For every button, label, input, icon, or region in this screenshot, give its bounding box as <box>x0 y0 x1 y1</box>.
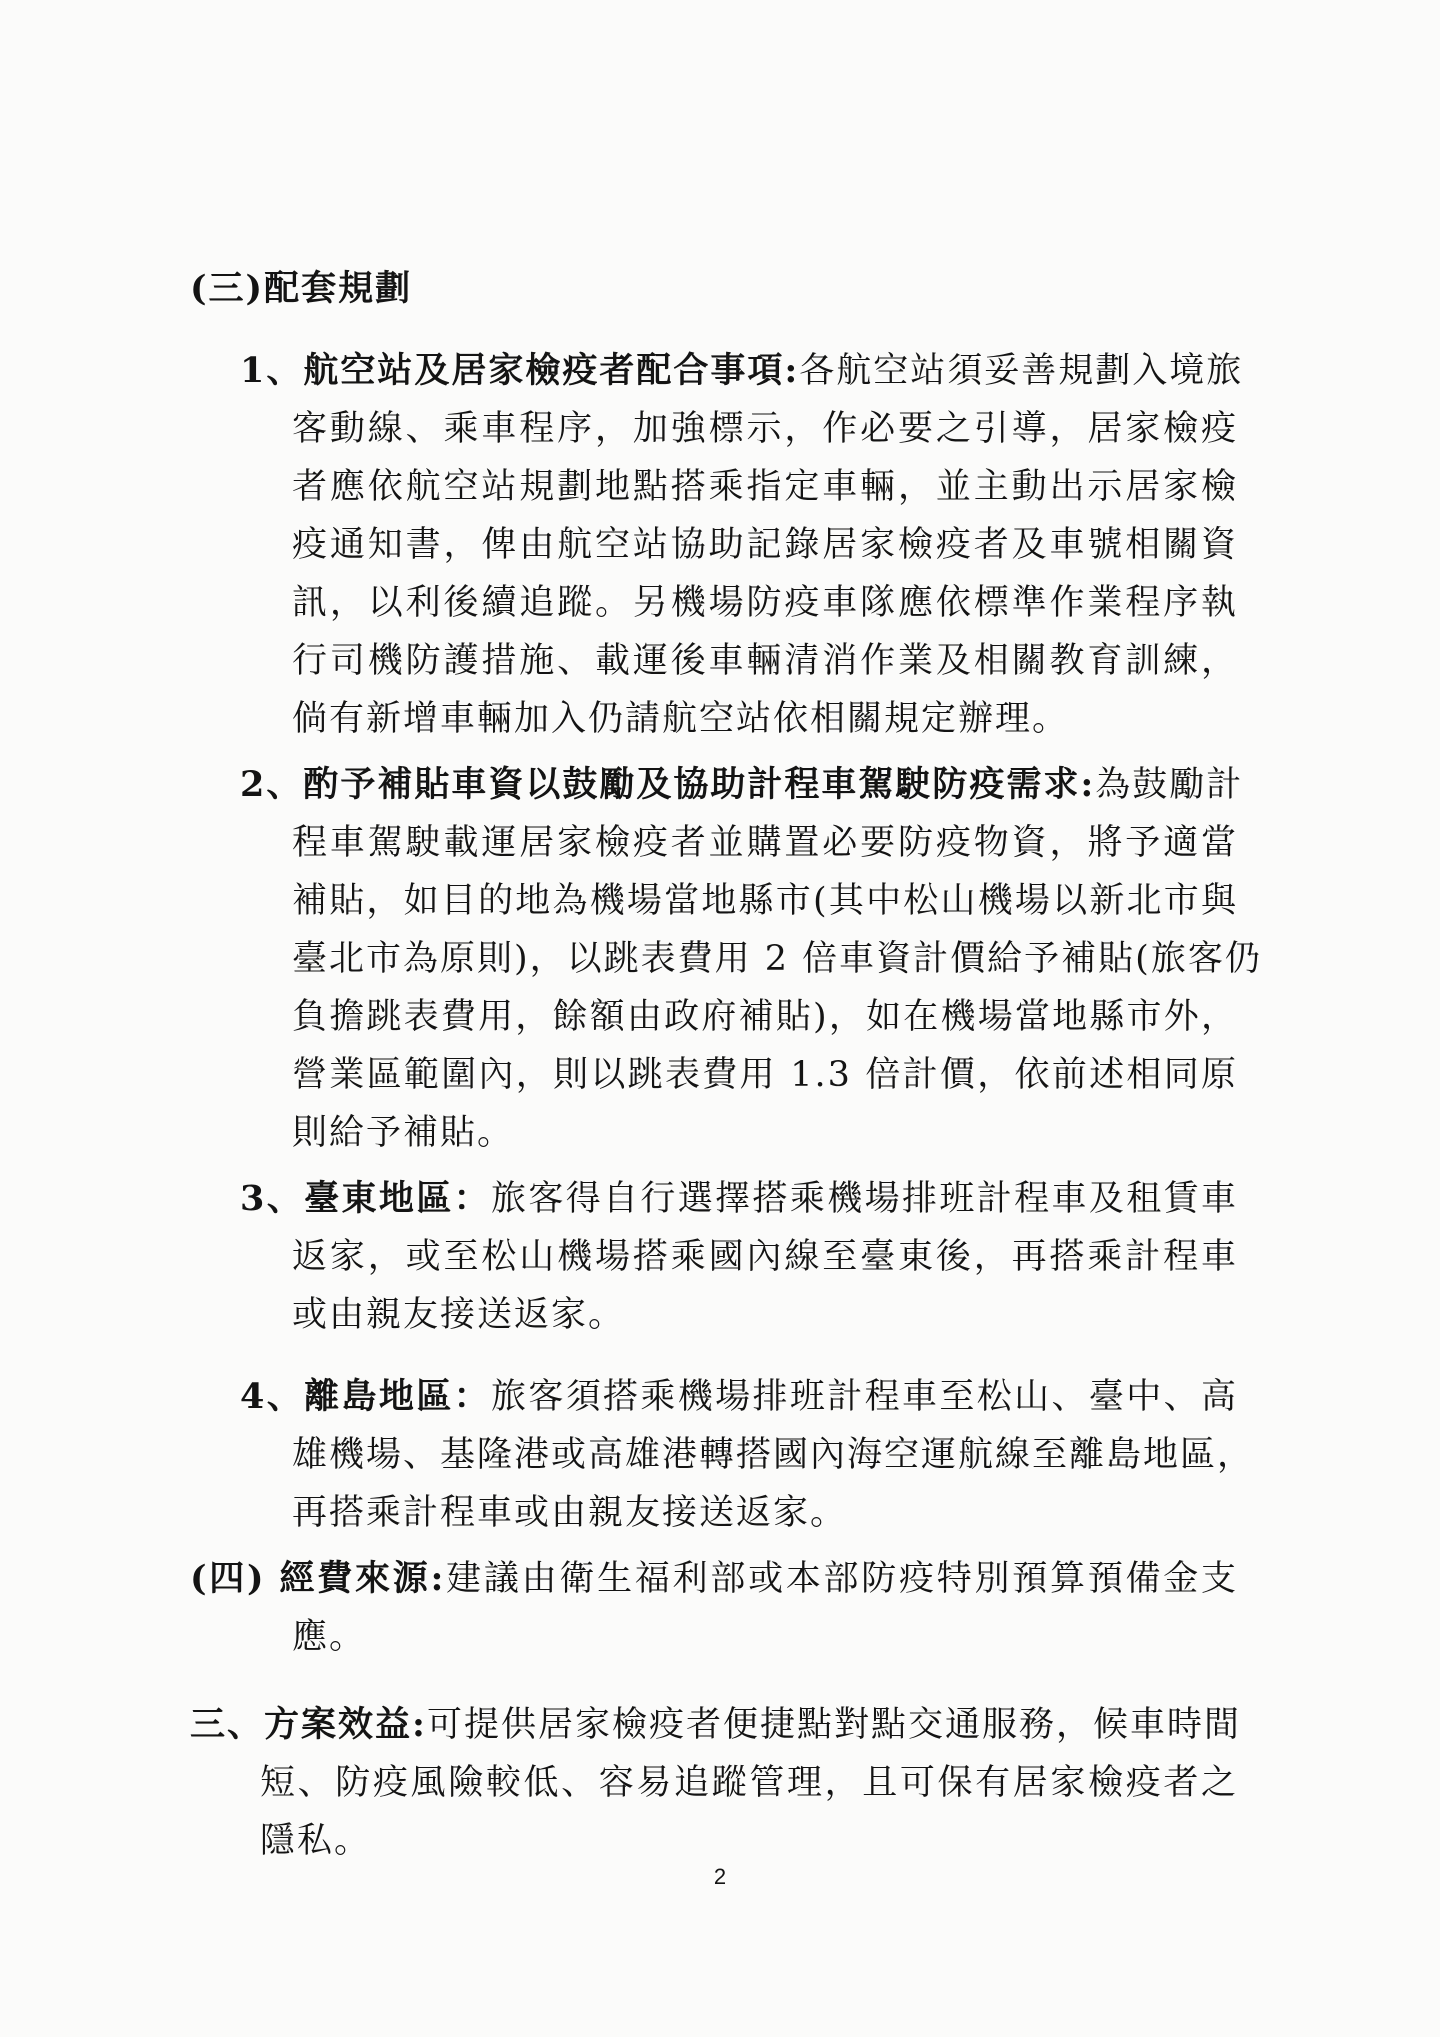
item-2-line: 則給予補貼。 <box>292 1113 515 1153</box>
item-1-line: 疫通知書，俾由航空站協助記錄居家檢疫者及車號相關資 <box>292 525 1238 565</box>
item-4-first-line: 4、離島地區：旅客須搭乘機場排班計程車至松山、臺中、高 <box>240 1376 1238 1417</box>
item-1-line: 訊，以利後續追蹤。另機場防疫車隊應依標準作業程序執 <box>292 583 1238 623</box>
item-4-line: 雄機場、基隆港或高雄港轉搭國內海空運航線至離島地區， <box>292 1435 1255 1475</box>
section-4-first-line: (四) 經費來源:建議由衛生福利部或本部防疫特別預算預備金支 <box>190 1558 1238 1599</box>
item-3-line: 返家，或至松山機場搭乘國內線至臺東後，再搭乘計程車 <box>292 1237 1238 1277</box>
item-3-first-line: 3、臺東地區：旅客得自行選擇搭乘機場排班計程車及租賃車 <box>240 1178 1238 1219</box>
item-3-line: 或由親友接送返家。 <box>292 1295 626 1335</box>
section-heading: (三)配套規劃 <box>190 268 413 309</box>
item-1-line: 客動線、乘車程序，加強標示，作必要之引導，居家檢疫 <box>292 409 1238 449</box>
item-1-title: 航空站及居家檢疫者配合事項: <box>303 350 800 391</box>
item-2-line: 臺北市為原則)，以跳表費用 2 倍車資計價給予補貼(旅客仍 <box>292 939 1262 979</box>
item-3-title: 臺東地區： <box>304 1178 491 1219</box>
item-1-line: 倘有新增車輛加入仍請航空站依相關規定辦理。 <box>292 699 1070 739</box>
item-1-line: 者應依航空站規劃地點搭乘指定車輛，並主動出示居家檢 <box>292 467 1238 507</box>
part-3-title: 方案效益: <box>264 1704 427 1745</box>
item-2-line: 營業區範圍內，則以跳表費用 1.3 倍計價，依前述相同原 <box>292 1055 1238 1095</box>
part-3-line: 短、防疫風險較低、容易追蹤管理，且可保有居家檢疫者之 <box>260 1763 1238 1803</box>
item-4-title: 離島地區： <box>304 1376 491 1417</box>
section-4-title: 經費來源: <box>279 1558 446 1599</box>
part-3-first-line: 三、方案效益:可提供居家檢疫者便捷點對點交通服務，候車時間 <box>190 1704 1241 1745</box>
item-2-line: 負擔跳表費用，餘額由政府補貼)，如在機場當地縣市外， <box>292 997 1238 1037</box>
item-2-line: 程車駕駛載運居家檢疫者並購置必要防疫物資，將予適當 <box>292 823 1238 863</box>
page-number: 2 <box>713 1864 727 1889</box>
section-4-line: 應。 <box>292 1617 367 1657</box>
item-4-line: 再搭乘計程車或由親友接送返家。 <box>292 1493 848 1533</box>
part-3-line: 隱私。 <box>260 1821 372 1861</box>
item-2-first-line: 2、酌予補貼車資以鼓勵及協助計程車駕駛防疫需求:為鼓勵計 <box>240 764 1244 805</box>
item-1-first-line: 1、航空站及居家檢疫者配合事項:各航空站須妥善規劃入境旅 <box>240 350 1244 391</box>
item-1-line: 行司機防護措施、載運後車輛清消作業及相關教育訓練， <box>292 641 1238 681</box>
item-2-title: 酌予補貼車資以鼓勵及協助計程車駕駛防疫需求: <box>303 764 1096 805</box>
item-2-line: 補貼，如目的地為機場當地縣市(其中松山機場以新北市與 <box>292 881 1238 921</box>
